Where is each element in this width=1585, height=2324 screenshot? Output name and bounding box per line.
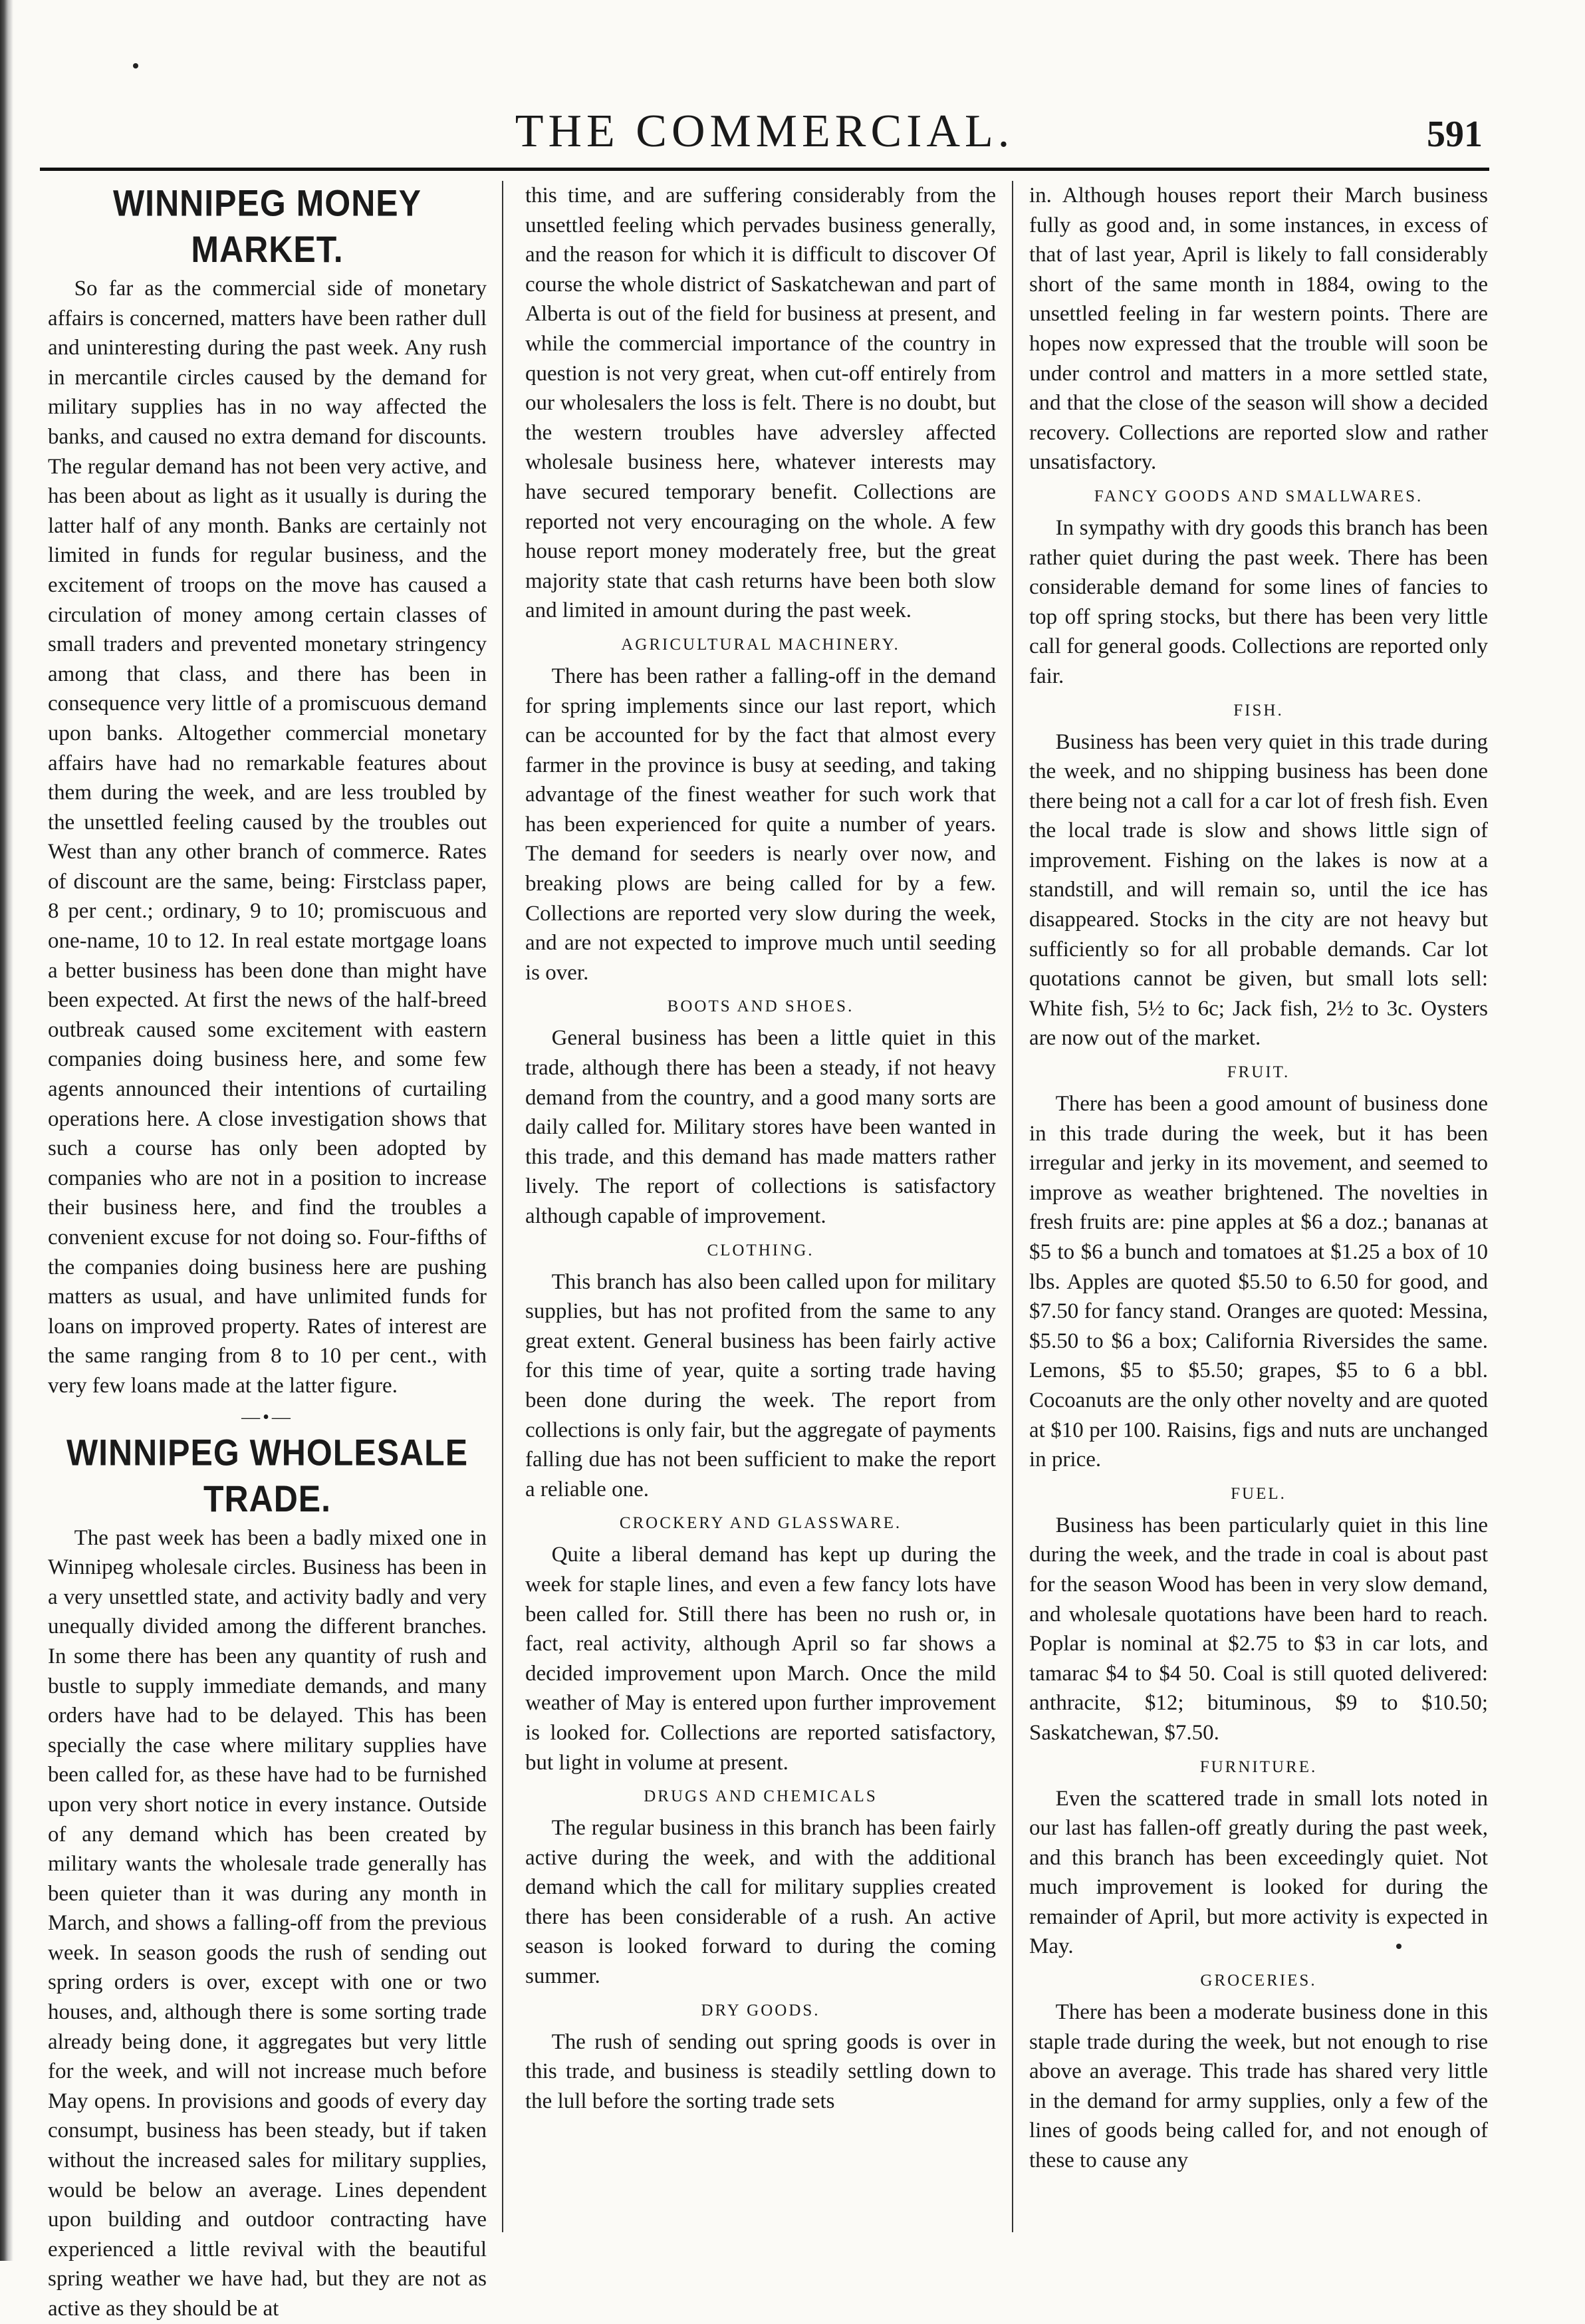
article-paragraph: So far as the commercial side of monetary affairs is concerned, matters have been rather dull and uninteresting during the past week. Any rush in mercantile circles caused by the demand for military supplies has in no way affected the banks, and caused no extra demand for discounts. The regular demand has not been very active, and has been about as light as it usually is during the latter half of any month. Banks are certainly not limited in funds for regular business, and the excitement of troops on the move has caused a circulation of money among certain classes of small traders and prevented monetary stringency among that class, and there has been in consequence very little of a promiscuous demand upon banks. Altogether commercial monetary affairs have had no remarkable features about them during the week, and are less troubled by the unsettled feeling caused by the troubles out West than any other branch of commerce. Rates of discount are the same, being: Firstclass paper, 8 per cent.; ordinary, 9 to 10; promiscuous and one-name, 10 to 12. In real estate mortgage loans a better business has been done than might have been expected. At first the news of the half-breed outbreak caused some excitement with eastern companies doing business here, and some few agents announced their intentions of curtailing operations here. A close investigation shows that such a course has only been adopted by companies who are not in a position to increase their business here, and find the troubles a convenient excuse for not doing so. Four-fifths of the companies doing business here are pushing matters as usual, and have unlimited funds for loans on improved property. Rates of interest are the same ranging from 8 to 10 per cent., with very few loans made at the latter figure.	[48, 277, 487, 1398]
column-2	[525, 181, 996, 2232]
article-paragraph: There has been rather a falling-off in the demand for spring implements since our last report, which can be accounted for by the fact that almost every farmer in the province is busy at seeding, and taking advantage of the finest weather for such work that has been experienced for quite a number of years. The demand for seeders is nearly over now, and breaking plows are being called for by a few. Collections are reported very slow during the week, and are not expected to improve much until seeding is over.	[525, 664, 996, 985]
ink-speck	[133, 63, 138, 68]
subhead-fancy-goods: FANCY GOODS AND SMALLWARES.	[1094, 487, 1423, 505]
page-binding-edge	[0, 0, 13, 2261]
subhead-drugs-and-chemicals: DRUGS AND CHEMICALS	[644, 1787, 878, 1806]
subhead-furniture: FURNITURE.	[1199, 1757, 1318, 1776]
article-paragraph: General business has been a little quiet in this trade, although there has been a steady, if not heavy demand from the country, and a good many sorts are daily called for. Military stores have been wanted in this trade, and this demand has made matters rather lively. The report of collections is satisfactory although capable of improvement.	[525, 1026, 996, 1228]
subhead-fish: FISH.	[1233, 701, 1284, 719]
column-1	[48, 181, 487, 2321]
subhead-boots-and-shoes: BOOTS AND SHOES.	[667, 997, 854, 1016]
page-header	[40, 100, 1489, 166]
header-rule	[40, 168, 1489, 171]
article-paragraph: Even the scattered trade in small lots noted in our last has fallen-off greatly during the past week, and this branch has been exceedingly quiet. Not much improvement is looked for during the remainder of April, but more activity is expected in May.	[1029, 1786, 1488, 1959]
subhead-crockery-and-glassware: CROCKERY AND GLASSWARE.	[619, 1514, 902, 1533]
section-ornament: —•—	[241, 1406, 293, 1428]
article-paragraph: this time, and are suffering considerably from the unsettled feeling which pervades business generally, and the reason for which it is difficult to discover Of course the whole district of Saskatchewan and part of Alberta is out of the field for business at present, and while the commercial importance of the country in question is not very great, when cut-off entirely from our wholesalers the loss is felt. There is no doubt, but the western troubles have adversley affected wholesale business here, whatever interests may have secured temporary benefit. Collections are reported not very encouraging on the whole. A few house report money moderately free, but the great majority state that cash returns have been both slow and limited in amount during the past week.	[525, 184, 996, 623]
newspaper-title: THE COMMERCIAL.	[515, 106, 1015, 157]
column-3	[1029, 181, 1488, 2232]
subhead-agricultural-machinery: AGRICULTURAL MACHINERY.	[621, 635, 900, 654]
article-paragraph: Business has been very quiet in this trade during the week, and no shipping business has been done there being not a call for a car lot of fresh fish. Even the local trade is slow and shows little sign of improvement. Fishing on the lakes is now at a standstill, and will remain so, until the ice has disappeared. Stocks in the city are not heavy but sufficiently so for all probable demands. Car lot quotations cannot be given, but small lots sell: White fish, 5½ to 6c; Jack fish, 2½ to 3c. Oysters are now out of the market.	[1029, 729, 1488, 1051]
article-paragraph: There has been a moderate business done in this staple trade during the week, but not enough to rise above an average. This trade has shared very little in the demand for army supplies, only a few of the lines of goods being called for, and not enough of these to cause any	[1029, 2000, 1488, 2173]
article-paragraph: in. Although houses report their March business fully as good and, in some instances, in excess of that of last year, April is likely to fall considerably short of the same month in 1884, owing to the unsettled feeling in far western points. There are hopes now expressed that the trouble will soon be under control and matters in a more settled state, and that the close of the season will show a decided recovery. Collections are reported slow and rather unsatisfactory.	[1029, 184, 1488, 475]
ink-speck	[1396, 1944, 1402, 1949]
subhead-fuel: FUEL.	[1231, 1484, 1286, 1503]
column-divider	[1012, 181, 1013, 2232]
column-divider	[502, 181, 503, 2232]
article-paragraph: This branch has also been called upon for military supplies, but has not profited from the same to any great extent. General business has been fairly active for this time of year, quite a sorting trade having been done during the week. The report from collections is only fair, but the aggregate of payments falling due has not been sufficient to make the report a reliable one.	[525, 1269, 996, 1501]
article-paragraph: The regular business in this branch has been fairly active during the week, and with the additional demand which the call for military supplies created there has been considerable of a rush. An active season is looked forward to during the coming summer.	[525, 1816, 996, 1989]
page-number: 591	[1427, 114, 1483, 155]
article-paragraph: In sympathy with dry goods this branch has been rather quiet during the past week. There has been considerable demand for some lines of fancies to top off spring stocks, but there has been very little call for general goods. Collections are reported only fair.	[1029, 515, 1488, 688]
subhead-clothing: CLOTHING.	[707, 1241, 814, 1259]
article-paragraph: Quite a liberal demand has kept up during the week for staple lines, and even a few fancy lots have been called for. Still there has been no rush or, in fact, real activity, although April so far shows a decided improvement upon March. Once the mild weather of May is entered upon further improvement is looked for. Collections are reported satisfactory, but light in volume at present.	[525, 1543, 996, 1775]
subhead-groceries: GROCERIES.	[1200, 1972, 1317, 1990]
article-paragraph: The past week has been a badly mixed one in Winnipeg wholesale circles. Business has been in a very unsettled state, and activity badly and very unequally divided among the different branches. In some there has been any quantity of rush and bustle to supply immediate demands, and many orders have had to be delayed. This has been specially the case where military supplies have been called for, as these have had to be furnished upon very short notice in every instance. Outside of any demand which has been created by military wants the wholesale trade generally has been quieter than it was during any month in March, and shows a falling-off from the previous week. In season goods the rush of sending out spring orders is over, except with one or two houses, and, although there is some sorting trade already being done, it aggregates but very little for the week, and will not increase much before May opens. In provisions and goods of every day consumpt, business has been steady, but if taken without the increased sales for military supplies, would be below an average. Lines dependent upon building and outdoor contracting have experienced a little revival with the beautiful spring weather we have had, but they are not as active as they should be at	[48, 1525, 487, 2321]
article-paragraph: There has been a good amount of business done in this trade during the week, but it has been irregular and jerky in its movement, and seemed to improve as weather brightened. The novelties in fresh fruits are: pine apples at $6 a doz.; bananas at $5 to $6 a bunch and tomatoes at $1.25 a box of 10 lbs. Apples are quoted $5.50 to 6.50 for good, and $7.50 for fancy stand. Oranges are quoted: Messina, $5.50 to $6 a box; California Riversides the same. Lemons, $5 to $5.50; grapes, $5 to 6 a bbl. Cocoanuts are the only other novelty and are quoted at $10 per 100. Raisins, figs and nuts are unchanged in price.	[1029, 1092, 1488, 1472]
headline-money-market: WINNIPEG MONEY MARKET.	[112, 182, 422, 271]
article-paragraph: Business has been particularly quiet in this line during the week, and the trade in coal is about past for the season Wood has been in very slow demand, and wholesale quotations have been hard to reach. Poplar is nominal at $2.75 to $3 in car lots, and tamarac $4 to $4 50. Coal is still quoted delivered: anthracite, $12; bituminous, $9 to $10.50; Saskatchewan, $7.50.	[1029, 1513, 1488, 1745]
article-paragraph: The rush of sending out spring goods is over in this trade, and business is steadily settling down to the lull before the sorting trade sets	[525, 2029, 996, 2113]
headline-wholesale-trade: WINNIPEG WHOLESALE TRADE.	[66, 1431, 469, 1519]
subhead-fruit: FRUIT.	[1227, 1063, 1290, 1082]
subhead-dry-goods: DRY GOODS.	[701, 2001, 820, 2019]
